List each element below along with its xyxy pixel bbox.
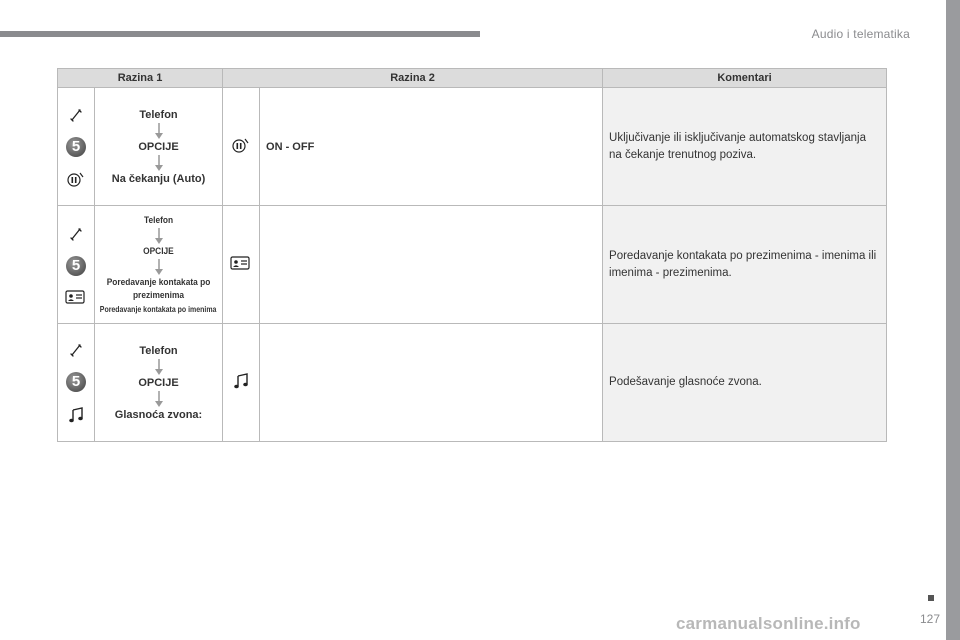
arrow-down-icon [153,154,165,172]
header-bar [0,31,480,37]
row-icons [58,324,95,442]
level2-label-cell [260,206,603,324]
button-5-badge: 5 [66,137,86,157]
page-edge-strip [946,0,960,640]
level1-option: Na čekanju (Auto) [111,172,206,185]
level1-telefon: Telefon [139,344,178,357]
comment-cell: Podešavanje glasnoće zvona. [603,324,887,442]
contact-card-icon [230,256,252,270]
button-5-badge: 5 [66,256,86,276]
level2-label [260,377,266,389]
level2-label: ON - OFF [266,140,315,153]
level1-opcije: OPCIJE [138,140,179,153]
table-row [58,206,887,324]
header-razina-1: Razina 1 [58,69,223,88]
music-note-icon [67,406,85,424]
comment-cell: Poredavanje kontakata po prezimenima - imenima ili imenima - prezimenima. [603,206,887,324]
level1-option: Poredavanje kontakata po prezimenima [106,276,211,301]
section-title: Audio i telematika [811,27,910,41]
row-icons [58,206,95,324]
contact-card-icon [65,290,87,304]
phone-icon [68,342,84,358]
phone-icon [68,107,84,123]
arrow-down-icon [153,358,165,376]
call-hold-icon [66,171,86,187]
table-row [58,324,887,442]
level2-icon-cell [223,88,260,206]
level1-telefon: Telefon [143,214,174,226]
watermark: carmanualsonline.info [676,614,861,633]
level1-opcije: OPCIJE [138,376,179,389]
arrow-down-icon [153,258,165,276]
phone-icon [68,226,84,242]
level1-path [95,324,223,442]
level1-path [95,206,223,324]
comment-cell: Uključivanje ili isključivanje automatskog stavljanja na čekanje trenutnog poziva. [603,88,887,206]
button-5-badge: 5 [66,372,86,392]
level2-label-cell [260,324,603,442]
arrow-down-icon [153,227,165,245]
page-number: 127 [919,612,940,626]
level2-icon-cell [223,324,260,442]
arrow-down-icon [153,390,165,408]
header-razina-2: Razina 2 [223,69,603,88]
table-row [58,88,887,206]
page-marker [928,595,934,601]
arrow-down-icon [153,122,165,140]
call-hold-icon [231,137,251,153]
row-icons [58,88,95,206]
level2-label [260,259,266,271]
menu-guide-table [57,68,887,442]
level1-opcije: OPCIJE [143,245,174,257]
music-note-icon [232,372,250,390]
level2-label-cell [260,88,603,206]
header-komentari: Komentari [603,69,887,88]
level1-option-alt: Poredavanje kontakata po imenima [100,303,217,314]
level1-option: Glasnoća zvona: [114,408,203,421]
level1-telefon: Telefon [139,108,178,121]
level1-path [95,88,223,206]
level2-icon-cell [223,206,260,324]
